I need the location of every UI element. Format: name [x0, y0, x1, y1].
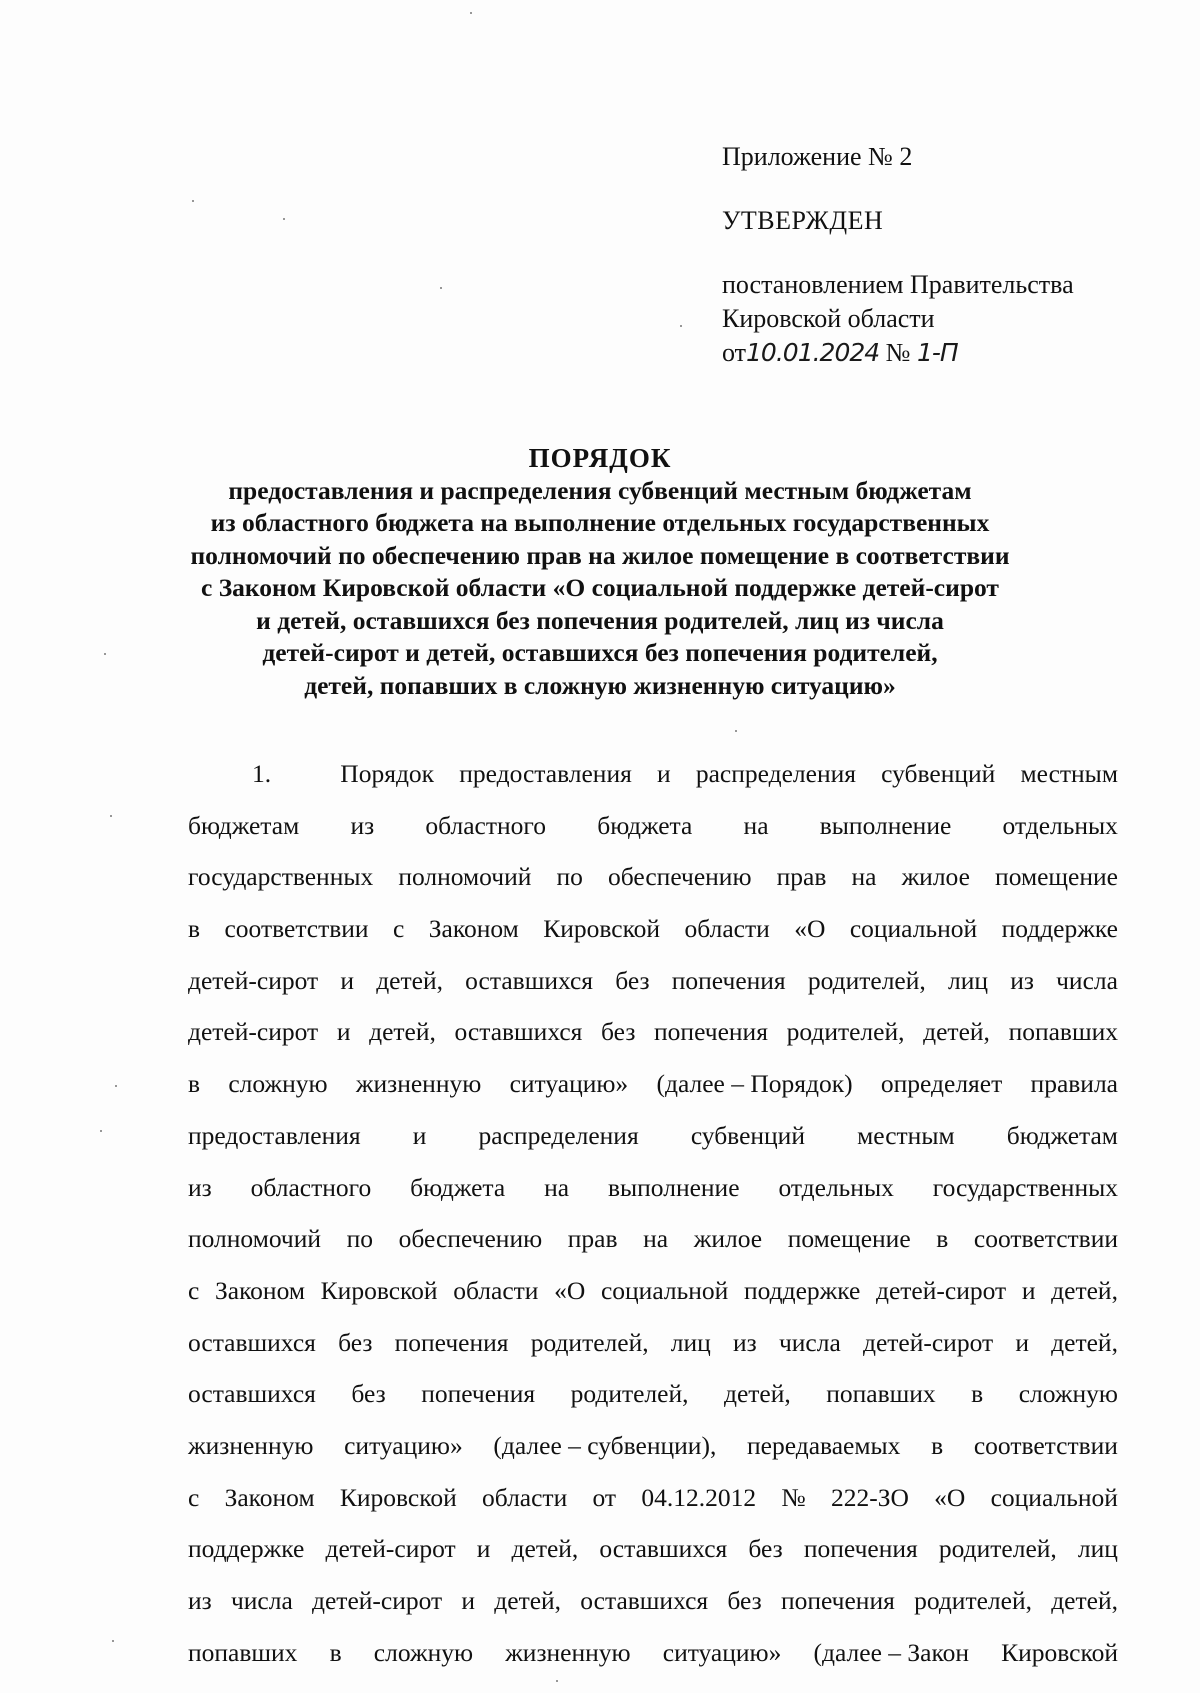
- body-word: оставшихся: [580, 1586, 709, 1615]
- body-word: (далее – Закон: [813, 1637, 969, 1667]
- scan-speck: [470, 12, 472, 14]
- body-word: попавших: [188, 1637, 298, 1667]
- body-word: детей,: [723, 1379, 791, 1409]
- body-word: на: [851, 862, 877, 892]
- body-word: попечения: [671, 965, 786, 995]
- title-line: и детей, оставшихся без попечения родителей, лиц из числа: [256, 605, 944, 635]
- issuer-line-2: Кировской области: [722, 304, 935, 333]
- body-word: лиц: [670, 1327, 711, 1357]
- body-word: попечения: [394, 1327, 509, 1357]
- body-word: областного: [250, 1172, 372, 1202]
- document-title: ПОРЯДОК: [528, 443, 672, 473]
- item-number: 1.: [252, 759, 272, 788]
- body-word: «О: [794, 914, 826, 944]
- body-word: на: [643, 1224, 669, 1254]
- body-word: прав: [567, 1224, 618, 1254]
- body-word: в: [936, 1224, 949, 1254]
- body-word: полномочий: [398, 862, 532, 892]
- body-word: субвенций: [690, 1120, 805, 1150]
- body-line: [188, 1472, 1118, 1524]
- body-word: сложную: [1018, 1379, 1118, 1409]
- body-word: оставшихся: [465, 965, 594, 995]
- body-word: без: [351, 1379, 386, 1409]
- body-word: и: [461, 1586, 476, 1615]
- body-word: помещение: [787, 1224, 911, 1254]
- title-subtitle: [150, 475, 1050, 703]
- body-line: [188, 851, 1118, 903]
- title-line: детей, попавших в сложную жизненную ситуацию»: [304, 670, 896, 700]
- body-word: детей-сирот: [312, 1586, 443, 1615]
- title-line: предоставления и распределения субвенций местным бюджетам: [228, 475, 972, 505]
- body-word: из: [733, 1327, 757, 1357]
- body-word: попавших: [826, 1379, 936, 1409]
- body-word: Кировской: [1001, 1637, 1118, 1667]
- body-word: детей-сирот: [188, 1017, 319, 1047]
- body-line: [188, 1006, 1118, 1058]
- body-line: [188, 903, 1118, 955]
- handwritten-number: 1-П: [916, 338, 958, 367]
- body-word: в: [188, 1069, 201, 1099]
- body-word: детей-сирот: [325, 1534, 456, 1564]
- body-word: №: [781, 1482, 806, 1512]
- body-word: отдельных: [1002, 810, 1118, 840]
- body-word: 04.12.2012: [641, 1482, 757, 1512]
- body-word: на: [544, 1172, 570, 1202]
- body-word: социальной: [990, 1482, 1118, 1512]
- body-word: (далее – субвенции),: [493, 1430, 717, 1460]
- body-word: числа: [1056, 965, 1118, 995]
- body-word: родителей,: [570, 1379, 689, 1409]
- scan-speck: [556, 1680, 558, 1682]
- body-word: социальной: [849, 914, 978, 944]
- body-word: и: [412, 1120, 427, 1150]
- body-word: отдельных: [778, 1172, 894, 1202]
- body-word: обеспечению: [398, 1224, 543, 1254]
- body-word: из: [188, 1586, 212, 1615]
- annex-label: Приложение № 2: [722, 142, 913, 171]
- body-word: распределения: [478, 1120, 639, 1150]
- body-word: соответствии: [973, 1224, 1118, 1254]
- body-word: родителей,: [807, 965, 926, 995]
- scan-speck: [680, 325, 682, 327]
- body-word: на: [743, 810, 769, 840]
- body-word: местным: [857, 1120, 955, 1150]
- body-word: Кировской: [543, 914, 661, 944]
- scan-speck: [735, 730, 737, 732]
- handwritten-date: 10.01.2024: [746, 338, 880, 367]
- body-word: числа: [230, 1586, 293, 1615]
- body-line: [188, 1523, 1118, 1575]
- body-word: полномочий: [188, 1224, 322, 1254]
- body-word: области: [453, 1275, 539, 1305]
- body-word: бюджета: [597, 810, 693, 840]
- document-title-block: [150, 442, 1050, 702]
- body-word: сложную: [373, 1637, 474, 1667]
- body-word: 222-ЗО: [830, 1482, 909, 1512]
- body-word: Законом: [224, 1482, 315, 1512]
- body-word: и: [336, 1017, 351, 1047]
- body-word: с: [188, 1275, 200, 1305]
- body-line: [188, 1058, 1118, 1110]
- body-word: помещение: [995, 862, 1118, 892]
- scan-speck: [440, 287, 442, 289]
- body-word: субвенций: [881, 759, 996, 788]
- body-word: области: [481, 1482, 568, 1512]
- body-word: определяет: [880, 1069, 1003, 1099]
- body-word: детей,: [1051, 1327, 1118, 1357]
- body-word: без: [615, 965, 650, 995]
- body-word: бюджетам: [1006, 1120, 1118, 1150]
- body-word: лиц: [947, 965, 988, 995]
- body-word: выполнение: [607, 1172, 740, 1202]
- scan-speck: [192, 200, 194, 202]
- body-word: детей,: [923, 1017, 990, 1047]
- body-word: без: [338, 1327, 373, 1357]
- body-word: из: [188, 1172, 212, 1202]
- body-word: обеспечению: [608, 862, 752, 892]
- body-word: в: [931, 1430, 944, 1460]
- body-word: без: [748, 1534, 783, 1564]
- body-word: в: [329, 1637, 342, 1667]
- body-word: в: [188, 914, 201, 944]
- body-word: государственных: [188, 862, 374, 892]
- decree-date-line: [722, 336, 1074, 370]
- body-line: [188, 1110, 1118, 1162]
- body-word: жилое: [901, 862, 970, 892]
- body-word: жилое: [693, 1224, 763, 1254]
- date-prefix: от: [722, 338, 747, 367]
- body-word: «О: [554, 1275, 586, 1305]
- scan-speck: [115, 1085, 117, 1087]
- body-word: жизненную: [505, 1637, 631, 1667]
- body-word: соответствии: [973, 1430, 1118, 1460]
- body-word: оставшихся: [188, 1379, 316, 1409]
- body-word: сложную: [228, 1069, 328, 1099]
- body-word: поддержке: [1001, 914, 1118, 944]
- scan-speck: [100, 1130, 102, 1132]
- body-word: государственных: [932, 1172, 1118, 1202]
- body-word: попечения: [780, 1586, 895, 1615]
- body-word: попечения: [654, 1017, 768, 1047]
- body-word: из: [350, 810, 375, 840]
- body-word: родителей,: [530, 1327, 649, 1357]
- body-word: в: [971, 1379, 984, 1409]
- body-word: бюджета: [410, 1172, 506, 1202]
- scan-speck: [112, 1640, 114, 1642]
- body-word: выполнение: [819, 810, 952, 840]
- approval-block: [722, 140, 1074, 370]
- body-line: [188, 955, 1118, 1007]
- body-word: от: [592, 1482, 617, 1512]
- body-word: с: [188, 1482, 200, 1512]
- issuer-line-1: постановлением Правительства: [722, 270, 1074, 299]
- body-word: Порядок: [340, 759, 435, 788]
- scan-speck: [283, 218, 285, 220]
- body-word: детей-сирот: [876, 1275, 1007, 1305]
- body-word: родителей,: [938, 1534, 1057, 1564]
- title-line: полномочий по обеспечению прав на жилое помещение в соответствии: [190, 540, 1010, 570]
- body-line: [188, 1162, 1118, 1214]
- body-word: без: [601, 1017, 636, 1047]
- body-word: из: [1010, 965, 1034, 995]
- body-word: социальной: [600, 1275, 729, 1305]
- body-word: попавших: [1008, 1017, 1118, 1047]
- title-line: детей-сирот и детей, оставшихся без попечения родителей,: [262, 638, 938, 667]
- body-word: родителей,: [914, 1586, 1032, 1615]
- body-line: [188, 1317, 1118, 1369]
- body-line: [188, 800, 1118, 852]
- body-word: ситуацию»: [509, 1069, 629, 1099]
- title-line: из областного бюджета на выполнение отдельных государственных: [210, 508, 990, 537]
- body-word: детей,: [494, 1586, 562, 1615]
- body-word: жизненную: [355, 1069, 482, 1099]
- body-line: [188, 1368, 1118, 1420]
- body-word: распределения: [695, 759, 856, 788]
- body-word: «О: [934, 1482, 966, 1512]
- body-word: и: [1015, 1327, 1029, 1357]
- body-word: (далее – Порядок): [656, 1069, 853, 1099]
- body-word: детей-сирот: [862, 1327, 994, 1357]
- approved-label: УТВЕРЖДЕН: [722, 206, 884, 235]
- body-line: [188, 1575, 1118, 1627]
- body-word: ситуацию»: [344, 1430, 463, 1460]
- body-word: и: [340, 965, 355, 995]
- body-line: [188, 1627, 1118, 1679]
- body-word: лиц: [1077, 1534, 1118, 1564]
- body-word: поддержке: [188, 1534, 305, 1564]
- title-line: с Законом Кировской области «О социальной поддержке детей-сирот: [201, 573, 999, 602]
- body-word: Законом: [428, 914, 519, 944]
- body-word: правила: [1030, 1069, 1118, 1099]
- body-word: областного: [425, 810, 546, 840]
- body-word: оставшихся: [188, 1327, 316, 1357]
- paragraph-1: [188, 748, 1118, 1678]
- body-word: родителей,: [786, 1017, 905, 1047]
- body-word: с: [393, 914, 405, 944]
- body-word: бюджетам: [188, 810, 300, 840]
- body-word: оставшихся: [454, 1017, 583, 1047]
- body-word: числа: [778, 1327, 841, 1357]
- body-word: детей,: [511, 1534, 579, 1564]
- body-word: детей,: [376, 965, 443, 995]
- body-word: и: [657, 759, 671, 788]
- body-word: детей,: [1051, 1275, 1118, 1305]
- body-word: и: [1021, 1275, 1036, 1305]
- body-word: жизненную: [188, 1430, 314, 1460]
- body-line: [188, 1420, 1118, 1472]
- body-word: Кировской: [339, 1482, 457, 1512]
- body-word: Законом: [215, 1275, 305, 1305]
- body-word: по: [556, 862, 583, 892]
- body-word: детей-сирот: [188, 965, 319, 995]
- number-prefix: №: [885, 338, 911, 367]
- body-word: соответствии: [224, 914, 369, 944]
- body-word: без: [727, 1586, 762, 1615]
- body-word: попечения: [421, 1379, 536, 1409]
- body-word: прав: [776, 862, 827, 892]
- body-word: области: [684, 914, 770, 944]
- body-word: предоставления: [459, 759, 632, 788]
- body-word: местным: [1020, 759, 1118, 788]
- body-word: предоставления: [188, 1120, 361, 1150]
- body-word: Кировской: [320, 1275, 438, 1305]
- body-word: передаваемых: [747, 1430, 901, 1460]
- body-word: оставшихся: [599, 1534, 728, 1564]
- scan-speck: [104, 653, 106, 655]
- body-line: [188, 1265, 1118, 1317]
- body-word: детей,: [1051, 1586, 1118, 1615]
- scan-speck: [110, 815, 112, 817]
- body-word: по: [346, 1224, 374, 1254]
- body-word: и: [476, 1534, 491, 1564]
- body-line: [188, 1213, 1118, 1265]
- body-word: ситуацию»: [662, 1637, 782, 1667]
- body-word: попечения: [803, 1534, 918, 1564]
- body-word: детей,: [369, 1017, 436, 1047]
- body-word: поддержке: [743, 1275, 861, 1305]
- body-line: [188, 748, 1118, 800]
